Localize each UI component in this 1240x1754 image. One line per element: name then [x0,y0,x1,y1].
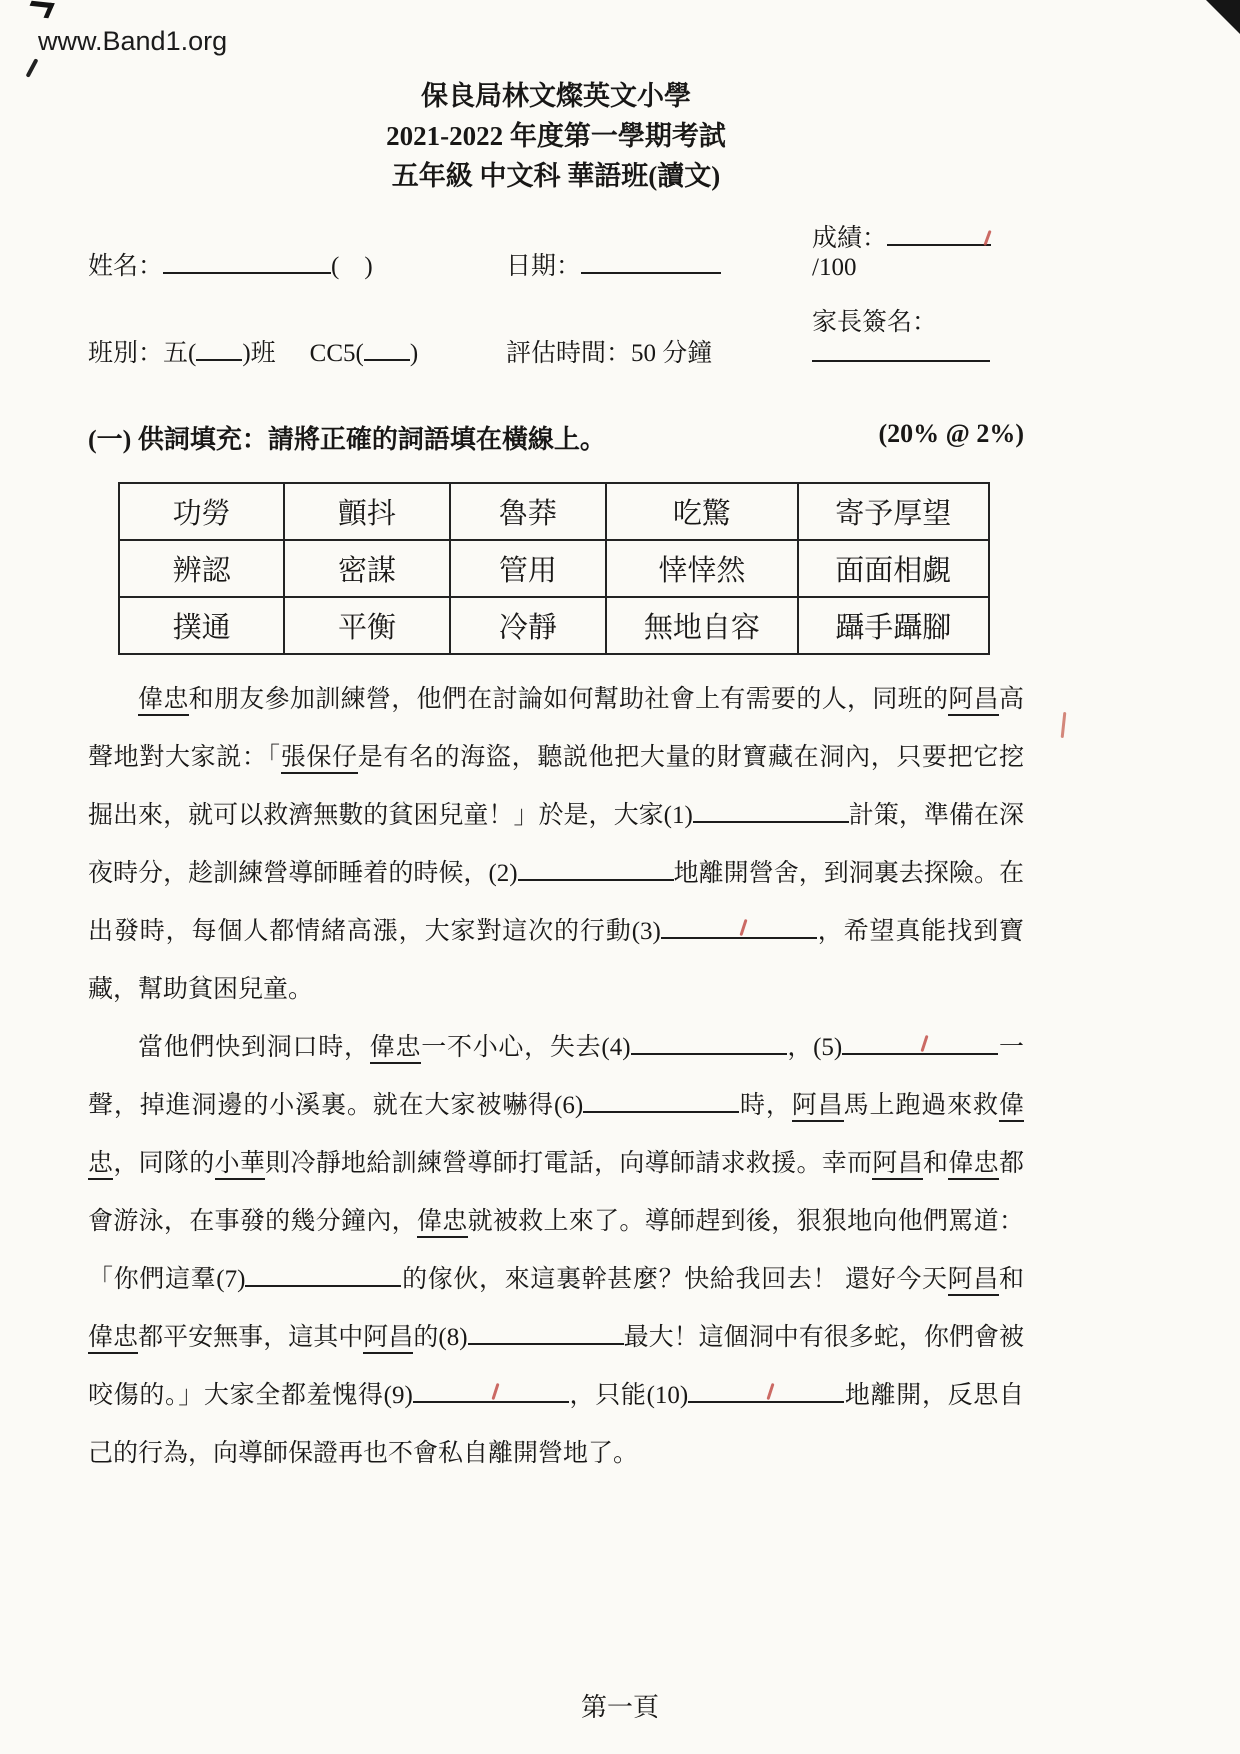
underlined-name: 阿昌 [872,1150,923,1180]
parent-sign-label: 家長簽名： [812,309,938,336]
underlined-name: 阿昌 [948,686,999,716]
passage-paragraph: 偉忠和朋友參加訓練營，他們在討論如何幫助社會上有需要的人，同班的阿昌高聲地對大家説：「張保仔是有名的海盜，聽説他把大量的財寶藏在洞內，只要把它挖掘出來，就可以救濟無數的貧困兒童！」於是，大家(1) 計策，準備在深夜時分，趁訓練營導師睡着的時候，(2) 地離開營舍，到洞裏去探險。在出發時，每個人都情緒高漲，大家對這次的行動(3) ，希望真能找到寶藏，幫助貧困兒童。 [88,685,1024,1003]
time-field [506,333,812,369]
blank-number: (8) [438,1323,468,1351]
word-bank-cell: 辨認 [119,540,284,597]
word-bank-cell: 躡手躡腳 [798,597,989,654]
word-bank-cell: 吃驚 [606,483,797,540]
blank-number: (1) [663,801,693,829]
parent-sign-blank-line [812,338,990,362]
passage [88,671,1024,1483]
scan-artifact-pen-mark [26,58,39,78]
class-label: 班別：五( [88,339,197,367]
blank-line [693,800,849,823]
class-field [88,333,506,369]
fill-in-blank [601,1034,786,1061]
page-number: 第一頁 [580,1693,659,1722]
red-pen-edge-mark [1061,712,1067,738]
word-bank-row [119,483,989,540]
underlined-name: 偉忠 [417,1208,468,1238]
blank-number: (6) [554,1091,584,1119]
section-1-header [88,419,1024,456]
word-bank-cell: 冷靜 [450,597,607,654]
info-row-1 [88,218,1024,282]
fill-in-blank [664,802,849,829]
blank-number: (9) [383,1381,413,1409]
fill-in-blank [554,1092,739,1119]
underlined-name: 偉忠 [370,1034,422,1064]
parent-sign-field [812,302,1024,369]
word-bank-cell: 密謀 [284,540,449,597]
blank-number: (7) [216,1265,246,1293]
underlined-name: 阿昌 [792,1092,844,1122]
fill-in-blank [488,860,673,887]
date-blank-line [581,250,721,274]
word-bank-cell: 寄予厚望 [798,483,989,540]
word-bank-cell: 撲通 [119,597,284,654]
blank-line [518,858,674,881]
blank-line [468,1322,624,1345]
score-total: /100 [812,254,857,281]
exam-title: 2021-2022 年度第一學期考試 [386,121,726,151]
class-cc-blank-line [364,337,410,361]
passage-paragraph: 當他們快到洞口時，偉忠一不小心，失去(4) ，(5) 一聲，掉進洞邊的小溪裏。就在大家被嚇得(6) 時，阿昌馬上跑過來救偉忠，同隊的小華則冷靜地給訓練營導師打電話，向導師請求救援。幸而阿昌和偉忠都會游泳，在事發的幾分鐘內，偉忠就被救上來了。導師趕到後，狠狠地向他們罵道：「你們這羣(7) 的傢伙，來這裏幹甚麼？快給我回去！ 還好今天阿昌和偉忠都平安無事，這其中阿昌的(8) 最大！這個洞中有很多蛇，你們會被咬傷的。」大家全都羞愧得(9) ，只能(10) 地離開，反思自己的行為，向導師保證再也不會私自離開營地了。 [88,1033,1024,1467]
fill-in-blank [216,1266,401,1293]
blank-line [583,1090,739,1113]
blank-line [688,1380,844,1403]
word-bank-cell: 魯莽 [450,483,607,540]
score-field [812,218,1024,282]
class-suffix: )班 [242,339,276,367]
word-bank-cell: 顫抖 [284,483,449,540]
fill-in-blank [632,918,817,945]
word-bank-cell: 悻悻然 [606,540,797,597]
underlined-name: 張保仔 [281,744,358,774]
blank-number: (5) [813,1033,843,1061]
fill-in-blank [813,1034,998,1061]
blank-line [631,1032,787,1055]
word-bank-body [119,483,989,654]
info-section [88,218,1024,369]
underlined-name: 偉忠 [88,1092,1024,1180]
blank-line [413,1380,569,1403]
info-row-2 [88,302,1024,369]
name-label: 姓名： [88,253,164,280]
blank-number: (2) [488,859,518,887]
underlined-name: 阿昌 [363,1324,413,1354]
page-content [88,76,1024,1483]
word-bank-row [119,540,989,597]
scan-artifact-corner-fold [1206,0,1240,34]
date-field [506,246,812,282]
time-label: 評估時間：50 分鐘 [506,339,713,367]
name-field [88,246,506,282]
underlined-name: 偉忠 [948,1150,999,1180]
blank-number: (4) [601,1033,631,1061]
underlined-name: 偉忠 [138,686,189,716]
section-1-marks: (20% @ 2%) [878,418,1024,448]
name-blank-line [163,250,331,274]
school-name: 保良局林文燦英文小學 [421,81,691,111]
class-cc-suffix: ) [409,339,419,367]
section-1-heading: (一) 供詞填充：請將正確的詞語填在橫線上。 [88,424,606,454]
fill-in-blank [438,1324,623,1351]
exam-header [88,76,1024,196]
scan-artifact-corner-mark [25,1,54,18]
site-watermark: www.Band1.org [38,26,228,56]
underlined-name: 偉忠 [88,1324,138,1354]
underlined-name: 小華 [215,1150,266,1180]
class-cc-label: CC5( [309,339,364,367]
name-paren: ( ) [331,253,373,280]
fill-in-blank [647,1382,845,1409]
fill-in-blank [384,1382,569,1409]
word-bank-cell: 功勞 [119,483,284,540]
word-bank-cell: 管用 [450,540,607,597]
blank-line [661,916,817,939]
blank-number: (3) [631,917,661,945]
date-label: 日期： [506,253,582,280]
blank-line [842,1032,998,1055]
score-blank-line [887,222,991,246]
blank-line [245,1264,401,1287]
class-blank-line [196,337,242,361]
word-bank-cell: 平衡 [284,597,449,654]
word-bank-row [119,597,989,654]
blank-number: (10) [646,1381,689,1409]
class-subject: 五年級 中文科 華語班(讀文) [391,161,721,191]
word-bank-table [118,482,990,655]
underlined-name: 阿昌 [948,1266,999,1296]
word-bank-cell: 面面相覷 [798,540,989,597]
word-bank-cell: 無地自容 [606,597,797,654]
score-label: 成績： [812,225,888,252]
